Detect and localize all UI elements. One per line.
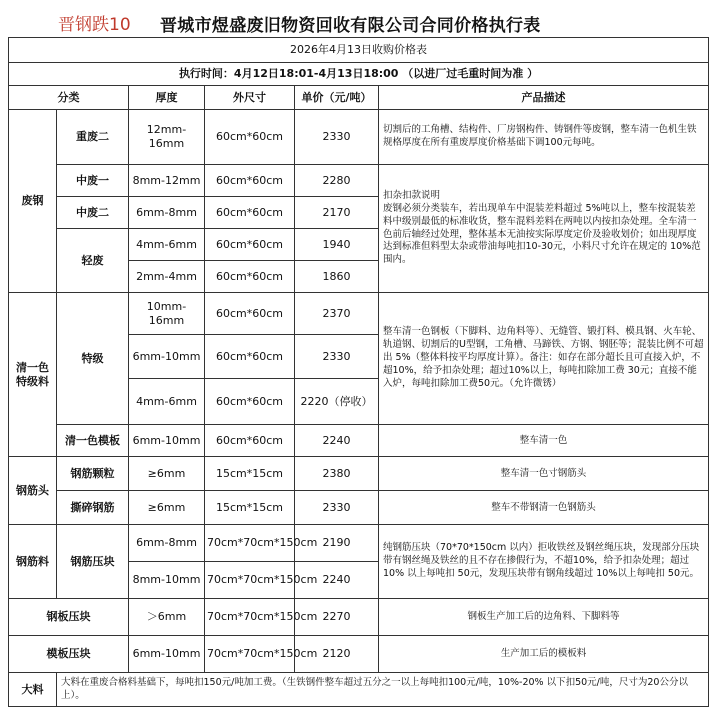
thickness-cell: 2mm-4mm xyxy=(129,261,205,293)
price-cell: 2240 xyxy=(295,425,379,457)
desc-template-block: 生产加工后的模板料 xyxy=(379,636,709,673)
sub-category: 中废一 xyxy=(57,165,129,197)
price-cell: 2330 xyxy=(295,110,379,165)
thickness-cell: 10mm-16mm xyxy=(129,293,205,335)
thickness-cell: ＞6mm xyxy=(129,599,205,636)
price-cell: 2190 xyxy=(295,525,379,562)
group-rebar-head: 钢筋头 xyxy=(9,457,57,525)
desc-rebar-block: 纯钢筋压块（70*70*150cm 以内）拒收铁丝及钢丝绳压块，发现部分压块带有钢丝绳及铁丝的且不存在掺假行为，不超10%，给予扣杂处理；超过10% 以上每吨扣 50元，发现压块带有钢角线超过 10%以上每吨扣 50元。 xyxy=(379,525,709,599)
price-cell: 2330 xyxy=(295,335,379,379)
thickness-cell: 6mm-10mm xyxy=(129,335,205,379)
price-cell: 2240 xyxy=(295,562,379,599)
thickness-cell: 6mm-8mm xyxy=(129,525,205,562)
price-cell: 1860 xyxy=(295,261,379,293)
desc-deduction-rules: 扣杂扣款说明 废钢必须分类装车，若出现单车中混装差料超过 5%吨以上，整车按混装差料中级别最低的标准收货，整车混料差料在两吨以内按扣杂处理。全车清一色前后轴经过处理，整体基本无油按实际厚度定价及验收划价；如出现厚度达到标准但料型太杂或带油每吨扣10-30元，小料尺寸允许在规定的 10%范围内。 xyxy=(379,165,709,293)
thickness-cell: 6mm-10mm xyxy=(129,425,205,457)
desc-premium: 整车清一色钢板（下脚料、边角料等）、无缝管、锻打料、模具钢、火车轮、轨道钢、切割后的U型钢，工角槽、马蹄铁、方钢、钢胚等；混装比例不可超出 5%（整体料按平均厚度计算）。备注：如存在部分超长且可直接入炉，不超10%，给予扣杂处理；超过10%以上，每吨扣除加工费 30元；直接不能入炉，每吨扣除加工费50元。（允许微锈） xyxy=(379,293,709,425)
thickness-cell: 8mm-10mm xyxy=(129,562,205,599)
sub-category: 钢筋压块 xyxy=(57,525,129,599)
price-table xyxy=(8,37,709,707)
col-header-category: 分类 xyxy=(9,86,129,110)
price-cell: 2370 xyxy=(295,293,379,335)
thickness-cell: 4mm-6mm xyxy=(129,229,205,261)
sub-category: 特级 xyxy=(57,293,129,425)
group-rebar-material: 钢筋料 xyxy=(9,525,57,599)
size-cell: 60cm*60cm xyxy=(205,229,295,261)
group-waste-steel: 废钢 xyxy=(9,110,57,293)
sub-category: 清一色模板 xyxy=(57,425,129,457)
col-header-desc: 产品描述 xyxy=(379,86,709,110)
size-cell: 70cm*70cm*150cm xyxy=(205,599,295,636)
price-cell: 2270 xyxy=(295,599,379,636)
desc-template: 整车清一色 xyxy=(379,425,709,457)
sub-category: 撕碎钢筋 xyxy=(57,491,129,525)
size-cell: 60cm*60cm xyxy=(205,110,295,165)
col-header-price: 单价（元/吨） xyxy=(295,86,379,110)
desc-granule: 整车清一色寸钢筋头 xyxy=(379,457,709,491)
thickness-cell: 8mm-12mm xyxy=(129,165,205,197)
size-cell: 70cm*70cm*150cm xyxy=(205,562,295,599)
size-cell: 60cm*60cm xyxy=(205,261,295,293)
date-subtitle: 2026年4月13日收购价格表 xyxy=(9,38,709,63)
size-cell: 70cm*70cm*150cm xyxy=(205,636,295,673)
size-cell: 60cm*60cm xyxy=(205,197,295,229)
desc-shred: 整车不带钢清一色钢筋头 xyxy=(379,491,709,525)
size-cell: 60cm*60cm xyxy=(205,425,295,457)
sub-category: 模板压块 xyxy=(9,636,129,673)
sub-category: 重废二 xyxy=(57,110,129,165)
size-cell: 60cm*60cm xyxy=(205,335,295,379)
price-cell: 2380 xyxy=(295,457,379,491)
footer-label: 大料 xyxy=(9,673,57,707)
thickness-cell: 4mm-6mm xyxy=(129,379,205,425)
size-cell: 60cm*60cm xyxy=(205,165,295,197)
thickness-cell: ≥6mm xyxy=(129,457,205,491)
price-cell: 2220（停收） xyxy=(295,379,379,425)
group-clean-premium: 清一色特级料 xyxy=(9,293,57,457)
col-header-thickness: 厚度 xyxy=(129,86,205,110)
thickness-cell: 6mm-10mm xyxy=(129,636,205,673)
sub-category: 钢板压块 xyxy=(9,599,129,636)
price-cell: 1940 xyxy=(295,229,379,261)
price-cell: 2330 xyxy=(295,491,379,525)
price-cell: 2170 xyxy=(295,197,379,229)
desc-heavy: 切割后的工角槽、结构件、厂房钢构件、铸钢件等废钢，整车清一色机生铁规格厚度在所有重废厚度价格基础下调100元每吨。 xyxy=(379,110,709,165)
execution-time: 执行时间：4月12日18:01-4月13日18:00 （以进厂过毛重时间为准 ） xyxy=(9,63,709,86)
size-cell: 15cm*15cm xyxy=(205,457,295,491)
sub-category: 钢筋颗粒 xyxy=(57,457,129,491)
footer-note: 大料在重废合格料基础下，每吨扣150元/吨加工费。（生铁钢件整车超过五分之一以上每吨扣100元/吨，10%-20% 以下扣50元/吨，尺寸为20公分以上）。 xyxy=(57,673,709,707)
thickness-cell: 6mm-8mm xyxy=(129,197,205,229)
size-cell: 60cm*60cm xyxy=(205,379,295,425)
thickness-cell: 12mm-16mm xyxy=(129,110,205,165)
thickness-cell: ≥6mm xyxy=(129,491,205,525)
col-header-size: 外尺寸 xyxy=(205,86,295,110)
size-cell: 15cm*15cm xyxy=(205,491,295,525)
sub-category: 轻废 xyxy=(57,229,129,293)
desc-plate-block: 钢板生产加工后的边角料、下脚料等 xyxy=(379,599,709,636)
price-change-tag: 晋钢跌10 xyxy=(58,15,131,35)
price-cell: 2280 xyxy=(295,165,379,197)
size-cell: 70cm*70cm*150cm xyxy=(205,525,295,562)
price-cell: 2120 xyxy=(295,636,379,673)
page-title: 晋城市煜盛废旧物资回收有限公司合同价格执行表 xyxy=(160,16,541,36)
size-cell: 60cm*60cm xyxy=(205,293,295,335)
sub-category: 中废二 xyxy=(57,197,129,229)
